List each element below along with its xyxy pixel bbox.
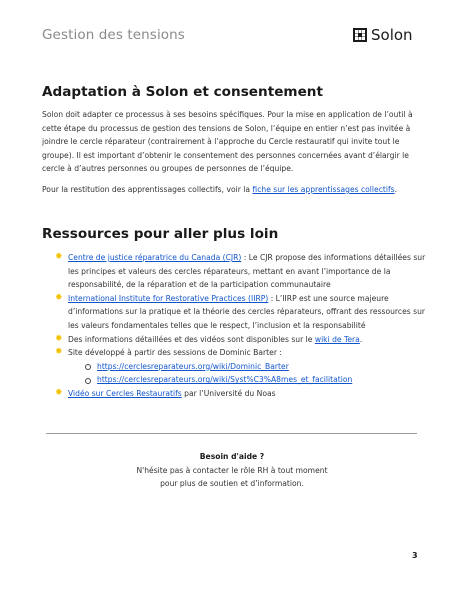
divider	[46, 433, 417, 434]
video-cercles-link[interactable]: Vidéo sur Cercles Restauratifs	[68, 388, 182, 398]
restitution-paragraph	[42, 183, 428, 197]
barter-url-link-2[interactable]: https://cerclesreparateurs.org/wiki/Syst%C3%A8mes_et_facilitation	[97, 375, 353, 385]
header-title: Gestion des tensions	[42, 27, 185, 43]
barter-url-link-1[interactable]: https://cerclesreparateurs.org/wiki/Dominic_Barter	[97, 361, 289, 371]
tera-end: .	[359, 334, 363, 344]
list-item	[55, 387, 435, 401]
section-heading-adaptation: Adaptation à Solon et consentement	[42, 84, 323, 100]
iirp-link[interactable]: International Institute for Restorative Practices (IIRP)	[68, 293, 269, 303]
star-bullet-icon: ✸	[55, 387, 63, 398]
circle-bullet-icon	[85, 364, 91, 370]
cjr-link[interactable]: Centre de justice réparatrice du Canada (CJR)	[68, 253, 242, 262]
star-bullet-icon: ✸	[55, 347, 63, 358]
list-item	[55, 333, 435, 347]
sub-list-item	[68, 360, 435, 374]
help-line-2: pour plus de soutien et d’information.	[160, 479, 304, 489]
tera-text: Des informations détaillées et des vidéos sont disponibles sur le	[68, 334, 315, 344]
sub-list-item	[68, 373, 435, 387]
apprentissages-collectifs-link[interactable]: fiche sur les apprentissages collectifs	[252, 185, 395, 194]
help-title: Besoin d'aide ?	[199, 452, 265, 461]
adaptation-paragraph: Solon doit adapter ce processus à ses besoins spécifiques. Pour la mise en application de l’outil à cette étape du processus de gestion des tensions de Solon, l’équipe en entier n’est pas invitée à joindre le cercle réparateur (contrairement à l’approche du Cercle restauratif qui invite tout le groupe). Il est important d’obtenir le consentement des personnes concernées avant d’élargir le cercle à d’autres personnes ou groupes de personnes de l’équipe.	[42, 110, 413, 174]
page-number: 3	[412, 551, 418, 560]
star-bullet-icon: ✸	[55, 252, 63, 262]
logo-text: Solon	[371, 26, 413, 44]
star-bullet-icon: ✸	[55, 292, 63, 303]
video-description: par l’Université du Noas	[181, 388, 276, 398]
resources-list	[55, 251, 435, 401]
list-item	[55, 292, 435, 333]
star-bullet-icon: ✸	[55, 333, 63, 344]
section-heading-ressources: Ressources pour aller plus loin	[42, 226, 279, 242]
iirp-description: : L’IIRP est une source majeure d’informations sur la pratique et la théorie des cercles réparateurs, offrant des ressources sur les valeurs fondamentales telles que le respect, l’inclusion et la responsabilité	[68, 293, 425, 330]
help-box	[42, 450, 422, 491]
barter-text: Site développé à partir des sessions de Dominic Barter :	[68, 348, 282, 358]
tera-wiki-link[interactable]: wiki de Tera	[314, 334, 360, 344]
barter-sublist	[68, 360, 435, 387]
grid-logo-icon	[353, 28, 367, 42]
cjr-description: : Le CJR propose des informations détaillées sur les principes et valeurs des cercles réparateurs, mettant en avant l’importance de la responsabilité, de la réparation et de la participation communautaire	[68, 253, 426, 290]
help-line-1: N'hésite pas à contacter le rôle RH à tout moment	[136, 465, 328, 475]
list-item	[55, 346, 435, 387]
restitution-text: Pour la restitution des apprentissages collectifs, voir la	[42, 185, 253, 194]
solon-logo	[353, 26, 413, 44]
circle-bullet-icon	[85, 378, 91, 384]
restitution-end: .	[394, 185, 398, 194]
list-item	[55, 251, 435, 292]
